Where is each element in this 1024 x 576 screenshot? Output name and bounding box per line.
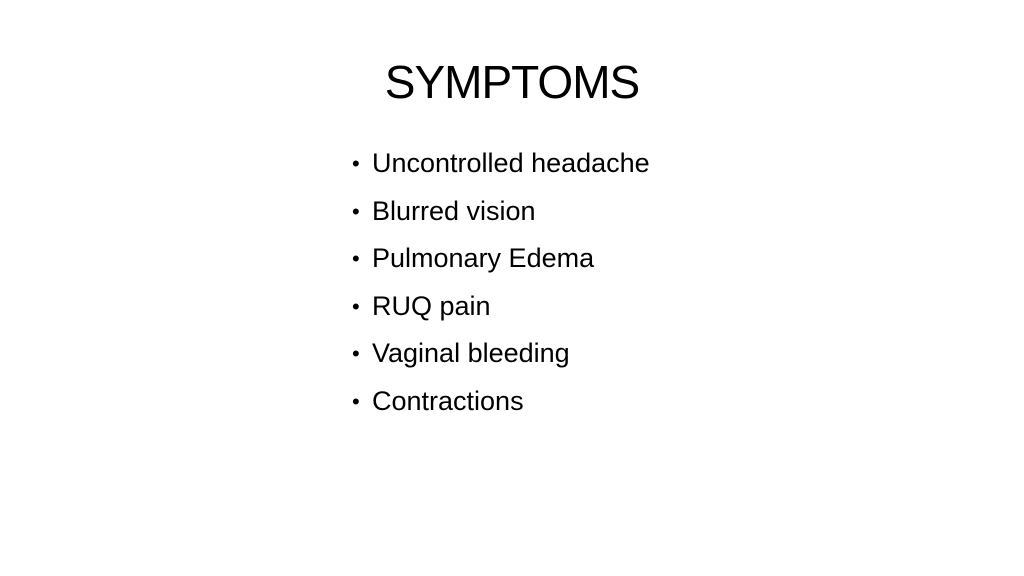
list-item-text: Pulmonary Edema — [372, 243, 595, 273]
list-item — [352, 283, 650, 331]
bullet-list — [352, 140, 650, 425]
list-item — [352, 378, 650, 426]
list-item-text: Vaginal bleeding — [372, 338, 570, 368]
bullet-icon: • — [352, 341, 360, 366]
list-item-text: Uncontrolled headache — [372, 148, 650, 178]
bullet-icon: • — [352, 246, 360, 271]
bullet-icon: • — [352, 151, 360, 176]
bullet-icon: • — [352, 388, 360, 414]
list-item-text: RUQ pain — [372, 290, 491, 321]
bullet-icon: • — [352, 198, 360, 224]
list-item — [352, 188, 650, 236]
slide-title: SYMPTOMS — [384, 56, 640, 108]
list-item-text: Blurred vision — [372, 195, 536, 226]
list-item — [352, 235, 650, 283]
list-item — [352, 330, 650, 378]
bullet-icon: • — [352, 293, 360, 319]
list-item-text: Contractions — [372, 385, 524, 416]
list-item — [352, 140, 650, 188]
